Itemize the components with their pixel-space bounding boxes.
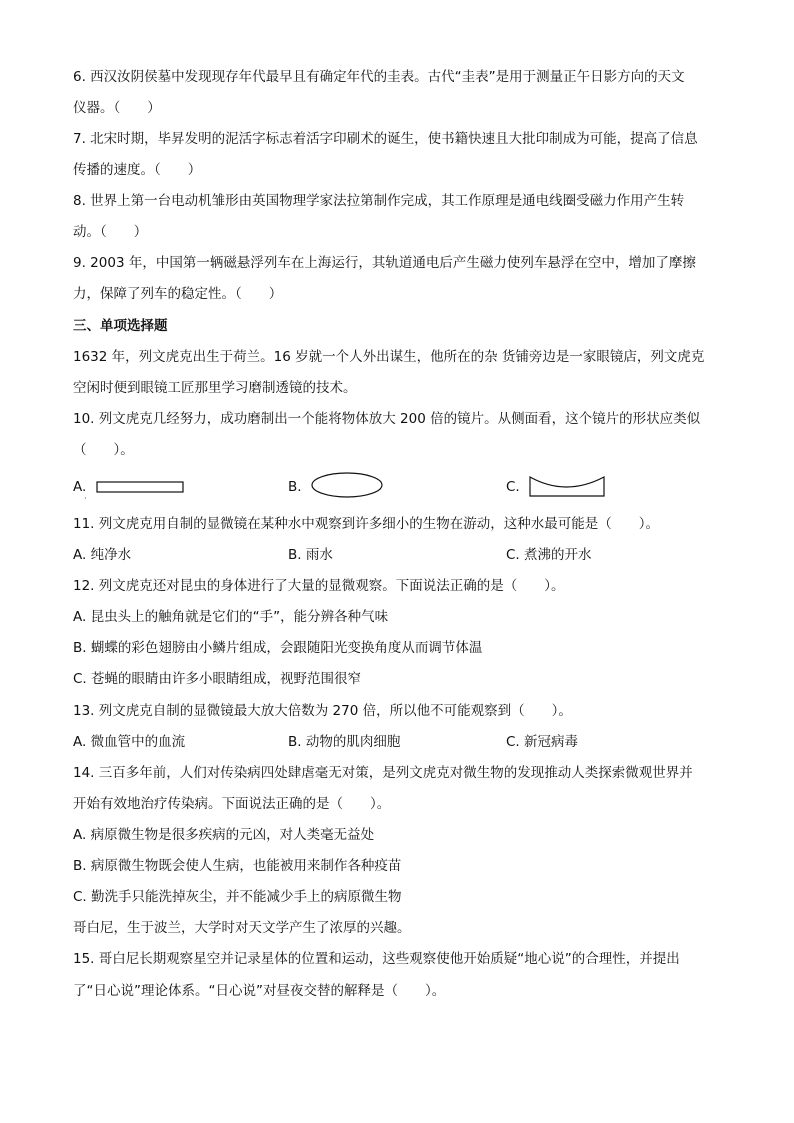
flat-slab-lens-shape (96, 480, 186, 496)
q12-option-c: C. 苍蝇的眼睛由许多小眼睛组成，视野范围很窄 (73, 671, 362, 687)
q14-option-b: B. 病原微生物既会使人生病，也能被用来制作各种疫苗 (73, 858, 402, 874)
q15-line-1: 15. 哥白尼长期观察星空并记录星体的位置和运动，这些观察使他开始质疑“地心说”的合理性，并提出 (73, 951, 680, 967)
q8-line-1: 8. 世界上第一台电动机雏形由英国物理学家法拉第制作完成，其工作原理是通电线圈受磁力作用产生转 (73, 193, 685, 209)
passage2-line-1: 哥白尼，生于波兰，大学时对天文学产生了浓厚的兴趣。 (73, 920, 411, 936)
q13-option-c: C. 新冠病毒 (506, 734, 579, 750)
section-heading: 三、单项选择题 (73, 318, 168, 334)
q13-option-a: A. 微血管中的血流 (73, 734, 186, 750)
q10-line-2: （ ）。 (73, 442, 134, 458)
q14-line-1: 14. 三百多年前，人们对传染病四处肆虐毫无对策，是列文虎克对微生物的发现推动人类探索微观世界并 (73, 765, 693, 781)
q14-option-c: C. 勤洗手只能洗掉灰尘，并不能减少手上的病原微生物 (73, 889, 402, 905)
convex-lens-outline (312, 473, 382, 497)
q7-line-2: 传播的速度。（ ） (73, 162, 202, 178)
q10-option-a-label: A. (73, 479, 87, 495)
q6-line-1: 6. 西汉汝阴侯墓中发现现存年代最早且有确定年代的圭表。古代“圭表”是用于测量正午日影方向的天文 (73, 69, 685, 85)
convex-lens-shape (310, 472, 386, 500)
passage-line-2: 空闲时便到眼镜工匠那里学习磨制透镜的技术。 (73, 380, 357, 396)
q12-option-a: A. 昆虫头上的触角就是它们的“手”，能分辨各种气味 (73, 609, 389, 625)
concave-lens-outline (530, 477, 604, 496)
q10-line-1: 10. 列文虎克几经努力，成功磨制出一个能将物体放大 200 倍的镜片。从侧面看，这个镜片的形状应类似 (73, 411, 701, 427)
q9-line-2: 力，保障了列车的稳定性。（ ） (73, 286, 283, 302)
q7-line-1: 7. 北宋时期，毕昇发明的泥活字标志着活字印刷术的诞生，使书籍快速且大批印制成为可能，提高了信息 (73, 131, 698, 147)
q8-line-2: 动。（ ） (73, 224, 148, 240)
q11-line-1: 11. 列文虎克用自制的显微镜在某种水中观察到许多细小的生物在游动，这种水最可能是（ ）。 (73, 516, 660, 532)
option-a-dot-mark: · (84, 494, 87, 503)
q11-option-c: C. 煮沸的开水 (506, 547, 592, 563)
q14-line-2: 开始有效地治疗传染病。下面说法正确的是（ ）。 (73, 796, 391, 812)
q11-option-a: A. 纯净水 (73, 547, 132, 563)
concave-lens-shape (528, 475, 608, 499)
q6-line-2: 仪器。（ ） (73, 100, 161, 116)
q10-option-c-label: C. (506, 479, 520, 495)
q12-option-b: B. 蝴蝶的彩色翅膀由小鳞片组成，会跟随阳光变换角度从而调节体温 (73, 640, 483, 656)
q9-line-1: 9. 2003 年，中国第一辆磁悬浮列车在上海运行，其轨道通电后产生磁力使列车悬浮在空中，增加了摩擦 (73, 255, 696, 271)
flat-slab-outline (97, 482, 183, 492)
q13-line-1: 13. 列文虎克自制的显微镜最大放大倍数为 270 倍，所以他不可能观察到（ ）。 (73, 703, 572, 719)
q13-option-b: B. 动物的肌肉细胞 (288, 734, 401, 750)
q10-option-b-label: B. (288, 479, 302, 495)
passage-line-1: 1632 年，列文虎克出生于荷兰。16 岁就一个人外出谋生，他所在的杂 货铺旁边是一家眼镜店，列文虎克 (73, 349, 705, 365)
q11-option-b: B. 雨水 (288, 547, 333, 563)
q12-line-1: 12. 列文虎克还对昆虫的身体进行了大量的显微观察。下面说法正确的是（ ）。 (73, 578, 565, 594)
q14-option-a: A. 病原微生物是很多疾病的元凶，对人类毫无益处 (73, 827, 375, 843)
q15-line-2: 了“日心说”理论体系。“日心说”对昼夜交替的解释是（ ）。 (73, 983, 446, 999)
